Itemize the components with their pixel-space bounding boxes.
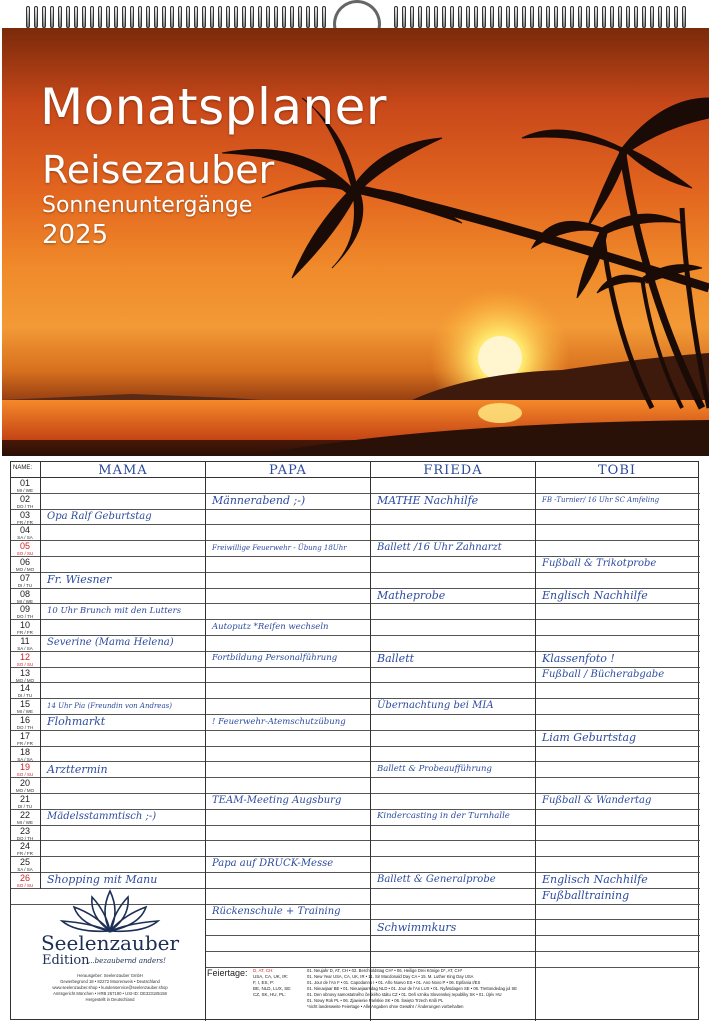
spiral-coil <box>34 6 38 28</box>
cover-subtitle: Reisezauber <box>42 148 275 192</box>
spiral-coil <box>594 6 598 28</box>
spiral-coil <box>226 6 230 28</box>
spiral-coil <box>234 6 238 28</box>
planner-row <box>11 857 700 873</box>
note-frieda: Ballett <box>377 652 415 666</box>
day-cell <box>11 810 39 826</box>
spiral-coil <box>578 6 582 28</box>
spiral-coil <box>530 6 534 28</box>
day-cell <box>11 794 39 810</box>
holiday-code: USA, CA, UK, IR: <box>253 974 289 979</box>
note-papa: ! Feuerwehr-Atemschutzübung <box>212 716 346 727</box>
spiral-coil <box>186 6 190 28</box>
lotus-logo-icon <box>30 887 190 935</box>
note-mama: Severine (Mama Helena) <box>47 636 174 648</box>
weekday-label: DO / TH <box>16 614 34 620</box>
spiral-coil <box>282 6 286 28</box>
day-number: 05 <box>19 541 30 552</box>
day-number: 19 <box>19 762 30 773</box>
holiday-line: 01. Nowy Rok PL • 06. Zjawienie Pańskie SK • 06. Święto Trzech Króli PL <box>307 998 444 1003</box>
note-mama: 14 Uhr Pia (Freundin von Andreas) <box>47 701 172 710</box>
day-number: 15 <box>19 699 30 710</box>
planner-row <box>11 762 700 778</box>
spiral-coil <box>418 6 422 28</box>
day-cell <box>11 525 39 541</box>
day-cell <box>11 589 39 605</box>
day-cell <box>11 604 39 620</box>
note-tobi: Englisch Nachhilfe <box>542 873 648 887</box>
spiral-coil <box>666 6 670 28</box>
spiral-coil <box>506 6 510 28</box>
note-tobi: Fußball / Bücherabgabe <box>542 668 665 680</box>
spiral-coil <box>242 6 246 28</box>
spiral-coil <box>218 6 222 28</box>
note-papa: Papa auf DRUCK-Messe <box>212 858 334 870</box>
spiral-coil <box>514 6 518 28</box>
day-cell <box>11 478 39 494</box>
holidays-list <box>307 968 687 1010</box>
note-frieda: Kindercasting in der Turnhalle <box>377 811 510 822</box>
weekday-label: SO / SU <box>16 661 34 667</box>
day-cell <box>11 841 39 857</box>
holiday-code: CZ, SK, HU, PL: <box>253 992 286 997</box>
day-number: 20 <box>19 778 30 789</box>
weekday-label: MI / WE <box>17 819 33 825</box>
holiday-line: 01. Nieuwjaar BE • 01. Nieuwjaarsdag NLD • 01. Jour de l'An LUX • 01. Nyårsdagen SE • 06. Trettondedag jul SE <box>307 986 518 991</box>
cover-title: Monatsplaner <box>40 78 387 136</box>
spiral-coil <box>322 6 326 28</box>
spiral-coil <box>570 6 574 28</box>
planner-row <box>206 936 700 952</box>
spiral-coil <box>674 6 678 28</box>
day-cell <box>11 620 39 636</box>
day-cell <box>11 494 39 510</box>
spiral-coil <box>450 6 454 28</box>
column-head-papa: PAPA <box>269 463 307 478</box>
spiral-coil <box>618 6 622 28</box>
day-cell <box>11 731 39 747</box>
note-tobi: Englisch Nachhilfe <box>542 589 648 602</box>
note-papa: TEAM-Meeting Augsburg <box>212 794 342 806</box>
note-frieda: MATHE Nachhilfe <box>377 494 479 508</box>
spiral-coil <box>26 6 30 28</box>
note-tobi: FB -Turnier/ 16 Uhr SC Amfeling <box>542 496 660 505</box>
spiral-coil <box>114 6 118 28</box>
holiday-code: D, AT, CH: <box>253 968 274 973</box>
spiral-coil <box>314 6 318 28</box>
spiral-coil <box>98 6 102 28</box>
weekday-label: DI / TU <box>17 804 33 809</box>
column-head-tobi: TOBI <box>597 463 637 478</box>
spiral-coil <box>634 6 638 28</box>
imprint-line: Gewerbegrund 18 • 82272 Moorenweis • Deutschland <box>60 979 160 984</box>
spiral-coil <box>490 6 494 28</box>
day-number: 12 <box>19 651 30 662</box>
brand-block <box>30 887 190 1022</box>
spiral-coil <box>250 6 254 28</box>
weekday-label: MO / MO <box>15 567 35 572</box>
note-tobi: Fußball & Wandertag <box>542 794 652 806</box>
day-number: 06 <box>19 557 30 567</box>
day-number: 08 <box>19 588 30 599</box>
day-cell <box>11 857 39 873</box>
day-cell <box>11 510 39 526</box>
spiral-coil <box>82 6 86 28</box>
holidays-codes <box>253 968 292 998</box>
brand-slogan: ...bezaubernd anders! <box>88 957 166 965</box>
day-cell <box>11 557 39 573</box>
cover-theme: Sonnenuntergänge <box>42 193 253 218</box>
note-mama: Fr. Wiesner <box>47 573 112 587</box>
spiral-coil <box>266 6 270 28</box>
name-label: NAME: <box>13 465 33 471</box>
spiral-coil <box>178 6 182 28</box>
day-number: 21 <box>19 794 30 804</box>
day-number: 11 <box>20 636 30 646</box>
day-cell <box>11 699 39 715</box>
spiral-coil <box>650 6 654 28</box>
day-number: 02 <box>19 493 30 504</box>
planner-row <box>11 573 700 589</box>
spiral-coil <box>130 6 134 28</box>
spiral-coil <box>298 6 302 28</box>
day-number: 22 <box>19 809 30 820</box>
column-divider <box>205 462 206 1021</box>
weekday-label: FR / FR <box>17 519 33 525</box>
holiday-code: F, I, ES, P: <box>253 980 275 985</box>
note-papa: Autoputz *Reifen wechseln <box>212 621 329 632</box>
holiday-line: 01. Jour de l'An F • 01. Capodanno I • 01. Año Nuevo ES • 01. Ano Novo P • 06. Epifania I/ES <box>307 980 481 985</box>
spiral-coil <box>458 6 462 28</box>
column-head-frieda: FRIEDA <box>423 463 483 478</box>
spiral-coil <box>402 6 406 28</box>
spiral-coil <box>426 6 430 28</box>
spiral-coil <box>498 6 502 28</box>
day-number: 01 <box>19 478 30 488</box>
spiral-coil <box>146 6 150 28</box>
planner-row <box>11 683 700 699</box>
spiral-coil <box>306 6 310 28</box>
header-row <box>11 462 698 478</box>
planner-row <box>11 826 700 842</box>
weekday-label: SA / SA <box>17 756 33 762</box>
spiral-coil <box>658 6 662 28</box>
spiral-coil <box>74 6 78 28</box>
day-cell <box>11 826 39 842</box>
weekday-label: DO / TH <box>16 835 34 841</box>
day-cell <box>11 573 39 589</box>
day-number: 26 <box>19 873 30 883</box>
note-frieda: Ballett /16 Uhr Zahnarzt <box>377 542 502 554</box>
imprint-line: Amtsgericht München • HRB 267190 • USt-ID: DE323185158 <box>53 991 167 996</box>
planner-row <box>11 541 700 557</box>
weekday-label: FR / FR <box>17 740 33 746</box>
note-frieda: Schwimmkurs <box>377 920 457 934</box>
day-cell <box>11 715 39 731</box>
imprint-line: Hergestellt in Deutschland <box>85 997 135 1002</box>
planner-row <box>11 478 700 494</box>
spiral-coil <box>106 6 110 28</box>
note-frieda: Übernachtung bei MIA <box>377 700 494 712</box>
spiral-coil <box>290 6 294 28</box>
day-cell <box>11 778 39 794</box>
spiral-coil <box>138 6 142 28</box>
day-number: 13 <box>19 667 30 678</box>
day-number: 17 <box>19 730 30 741</box>
day-number: 14 <box>19 683 30 694</box>
day-number: 18 <box>19 746 30 757</box>
spiral-coil <box>42 6 46 28</box>
spiral-coil <box>410 6 414 28</box>
holidays-label: Feiertage: <box>207 968 248 978</box>
weekday-label: MO / MO <box>15 788 35 794</box>
note-papa: Freiwillige Feuerwehr - Übung 18Uhr <box>212 543 347 552</box>
weekday-label: MI / WE <box>17 709 33 715</box>
spiral-coil <box>602 6 606 28</box>
weekday-label: DI / TU <box>17 693 33 699</box>
weekday-label: DO / TH <box>16 503 34 509</box>
spiral-coil <box>554 6 558 28</box>
spiral-coil <box>442 6 446 28</box>
day-number: 16 <box>19 715 30 725</box>
imprint-line: www.seelenzauber.shop • kundenservice@seelenzauber.shop <box>52 985 168 990</box>
day-number: 23 <box>19 825 30 836</box>
note-mama: Opa Ralf Geburtstag <box>47 510 152 522</box>
spiral-coil <box>546 6 550 28</box>
spiral-coil <box>642 6 646 28</box>
spiral-coil <box>154 6 158 28</box>
spiral-coil <box>466 6 470 28</box>
spiral-coil <box>394 6 398 28</box>
weekday-label: SO / SU <box>16 551 34 557</box>
spiral-coil <box>210 6 214 28</box>
day-cell <box>11 652 39 668</box>
cover-year: 2025 <box>42 220 109 250</box>
note-tobi: Fußballtraining <box>542 889 630 903</box>
note-mama: Mädelsstammtisch ;-) <box>47 810 157 822</box>
planner-row <box>11 525 700 541</box>
note-tobi: Liam Geburtstag <box>542 731 637 745</box>
note-papa: Fortbildung Personalführung <box>212 653 338 664</box>
planner-row <box>11 715 700 731</box>
day-number: 10 <box>19 620 30 631</box>
note-papa: Rückenschule + Training <box>212 905 341 917</box>
spiral-coil <box>562 6 566 28</box>
column-divider <box>370 462 371 1021</box>
day-cell <box>11 762 39 778</box>
weekday-label: SA / SA <box>17 535 33 541</box>
holiday-line: 01. New Year USA, CA, UK, IR • 11. Sir Macdonald Day CA • 15. M. Luther King Day USA <box>307 974 474 979</box>
holiday-line: *nicht landesweite Feiertage • Alle Angaben ohne Gewähr / Änderungen vorbehalten <box>307 1004 464 1009</box>
cover-photo <box>2 28 709 456</box>
spiral-coil <box>202 6 206 28</box>
spiral-coil <box>538 6 542 28</box>
note-mama: Flohmarkt <box>47 715 106 729</box>
spiral-coil <box>66 6 70 28</box>
day-cell <box>11 668 39 684</box>
day-number: 03 <box>19 509 30 520</box>
weekday-label: FR / FR <box>17 851 33 857</box>
spiral-coil <box>610 6 614 28</box>
holiday-line: 01. Den obnovy samostatného českého státu CZ • 01. Deň vzniku Slovenskej republiky SK • 01. Újév HU <box>307 992 502 997</box>
note-papa: Männerabend ;-) <box>212 494 306 508</box>
imprint-line: Herausgeber: Seelenzauber GmbH <box>77 973 143 978</box>
weekday-label: DI / TU <box>17 582 33 588</box>
note-frieda: Ballett & Generalprobe <box>377 873 496 885</box>
brand-edition: Edition <box>42 953 90 968</box>
planner-row <box>11 747 700 763</box>
holidays-block <box>205 965 695 1020</box>
note-mama: 10 Uhr Brunch mit den Lutters <box>47 606 182 617</box>
spiral-coil <box>522 6 526 28</box>
spiral-coil <box>482 6 486 28</box>
day-cell <box>11 747 39 763</box>
spiral-coil <box>162 6 166 28</box>
holiday-code: BE, NLD, LUX, SE: <box>253 986 292 991</box>
spiral-coil <box>122 6 126 28</box>
weekday-label: DO / TH <box>16 725 34 730</box>
spiral-coil <box>626 6 630 28</box>
weekday-label: SO / SU <box>16 883 34 888</box>
weekday-label: MI / WE <box>17 488 33 493</box>
day-number: 07 <box>19 572 30 583</box>
column-divider <box>40 462 41 889</box>
day-number: 04 <box>19 525 30 536</box>
weekday-label: SO / SU <box>16 772 34 778</box>
weekday-label: MO / MO <box>15 677 35 683</box>
weekday-label: SA / SA <box>17 646 33 651</box>
planner-row <box>11 620 700 636</box>
day-number: 09 <box>19 604 30 615</box>
weekday-label: SA / SA <box>17 867 33 873</box>
note-tobi: Fußball & Trikotprobe <box>542 557 657 569</box>
brand-name: Seelenzauber <box>40 931 180 955</box>
note-frieda: Matheprobe <box>377 589 446 602</box>
spiral-coil <box>58 6 62 28</box>
spiral-coil <box>258 6 262 28</box>
note-tobi: Klassenfoto ! <box>542 652 615 666</box>
planner-row <box>11 841 700 857</box>
day-cell <box>11 636 39 652</box>
spiral-coil <box>170 6 174 28</box>
planner-row <box>11 778 700 794</box>
day-cell <box>11 541 39 557</box>
holiday-line: 01. Neujahr D, AT, CH • 02. Berchtoldstag CH* • 06. Heilige Drei Könige D*, AT, CH* <box>307 968 463 973</box>
spiral-coil <box>90 6 94 28</box>
weekday-label: FR / FR <box>17 630 33 636</box>
note-mama: Arzttermin <box>47 762 108 776</box>
spiral-coil <box>586 6 590 28</box>
day-number: 24 <box>19 841 30 852</box>
spiral-coil <box>682 6 686 28</box>
spiral-coil <box>50 6 54 28</box>
spiral-coil <box>274 6 278 28</box>
spiral-coil <box>434 6 438 28</box>
column-head-mama: MAMA <box>98 463 148 478</box>
note-frieda: Ballett & Probeaufführung <box>377 764 492 775</box>
column-divider <box>535 462 536 1021</box>
spiral-coil <box>474 6 478 28</box>
day-cell <box>11 683 39 699</box>
day-number: 25 <box>19 857 30 868</box>
spiral-coil <box>194 6 198 28</box>
weekday-label: MI / WE <box>17 598 33 604</box>
note-mama: Shopping mit Manu <box>47 873 158 887</box>
